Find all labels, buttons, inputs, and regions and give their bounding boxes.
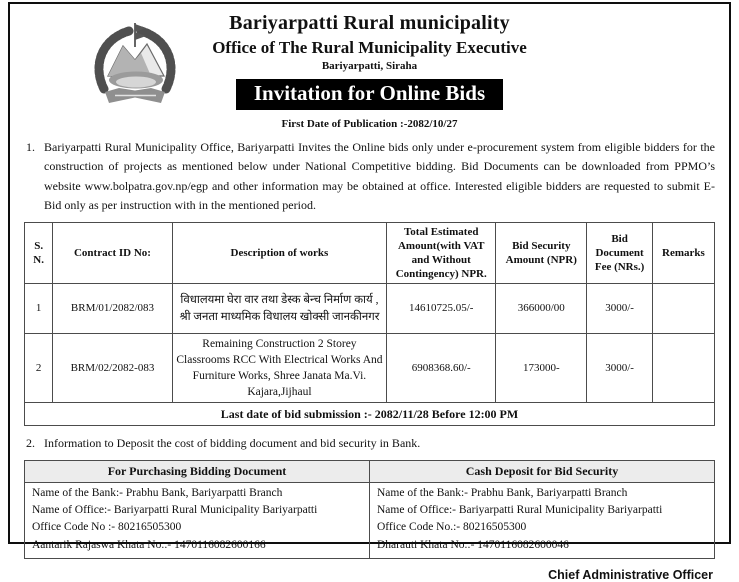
cell-document-fee: 3000/- — [587, 284, 653, 334]
account-number-line: Dharauti Khata No.:- 1470116082600046 — [377, 538, 569, 551]
bid-invitation-document — [8, 2, 731, 582]
cell-document-fee: 3000/- — [587, 334, 653, 403]
bank-col-header-purchase: For Purchasing Bidding Document — [25, 460, 370, 482]
invitation-banner: Invitation for Online Bids — [236, 79, 503, 110]
office-name-line: Name of Office:- Bariyarpatti Rural Municipality Bariyarpatti — [377, 504, 663, 517]
account-number-line: Aantarik Rajaswa Khata No.:- 1470116082600166 — [32, 538, 266, 551]
cell-description: विधालयमा घेरा वार तथा डेस्क बेन्च निर्माण कार्य , श्री जनता माध्यमिक विधालय खोक्सी जानकीनगर — [172, 284, 387, 334]
bank-name-line: Name of the Bank:- Prabhu Bank, Bariyarpatti Branch — [32, 486, 283, 499]
cell-description: Remaining Construction 2 Storey Classrooms RCC With Electrical Works And Furniture Works, Shree Janata Ma.Vi. Kajara,Jijhaul — [172, 334, 387, 403]
signature-chief-administrative-officer: Chief Administrative Officer — [548, 567, 713, 582]
bank-details-purchase — [25, 482, 370, 558]
col-header-remarks: Remarks — [652, 222, 714, 283]
cell-remarks — [652, 284, 714, 334]
cell-contract-id: BRM/02/2082-083 — [53, 334, 172, 403]
col-header-sn: S. N. — [25, 222, 53, 283]
cell-sn: 1 — [25, 284, 53, 334]
nepal-emblem-icon — [84, 19, 186, 115]
bank-table-body-row — [25, 482, 715, 558]
office-code-line: Office Code No.:- 80216505300 — [377, 521, 527, 534]
col-header-bid-security: Bid Security Amount (NPR) — [496, 222, 587, 283]
deposit-note-text: Information to Deposit the cost of bidding document and bid security in Bank. — [44, 436, 421, 451]
deposit-note — [24, 434, 715, 453]
office-name-line: Name of Office:- Bariyarpatti Rural Municipality Bariyarpatti — [32, 504, 318, 517]
bid-row-1 — [25, 284, 715, 334]
intro-paragraph — [24, 138, 715, 216]
office-name: Office of The Rural Municipality Executive — [212, 38, 527, 57]
bank-details-security — [370, 482, 715, 558]
col-header-description: Description of works — [172, 222, 387, 283]
bank-col-header-security: Cash Deposit for Bid Security — [370, 460, 715, 482]
bid-row-2 — [25, 334, 715, 403]
cell-contract-id: BRM/01/2082/083 — [53, 284, 172, 334]
deadline-row — [25, 403, 715, 426]
bank-name-line: Name of the Bank:- Prabhu Bank, Bariyarpatti Branch — [377, 486, 628, 499]
bid-table — [24, 222, 715, 427]
cell-sn: 2 — [25, 334, 53, 403]
publication-date: First Date of Publication :-2082/10/27 — [281, 118, 458, 130]
intro-number: 1. — [26, 140, 35, 154]
bid-table-header-row — [25, 222, 715, 283]
col-header-contract-id: Contract ID No: — [53, 222, 172, 283]
intro-text: Bariyarpatti Rural Municipality Office, Bariyarpatti Invites the Online bids only under e-procurement system from eligible bidders for the construction of projects as mentioned below under National Competitive bidding. Bid Documents can be downloaded from PPMO’s website www.bolpatra.gov.np/egp and other information may be obtained at office. Interested eligible bidders are requested to submit E-Bid only as per instruction with in the mentioned period. — [44, 140, 715, 213]
cell-bid-security: 173000- — [496, 334, 587, 403]
col-header-document-fee: Bid Document Fee (NRs.) — [587, 222, 653, 283]
cell-remarks — [652, 334, 714, 403]
col-header-estimated-amount: Total Estimated Amount(with VAT and Without Contingency) NPR. — [387, 222, 496, 283]
cell-estimated-amount: 14610725.05/- — [387, 284, 496, 334]
office-location: Bariyarpatti, Siraha — [321, 60, 418, 72]
document-header — [24, 9, 715, 130]
deposit-note-number: 2. — [26, 436, 35, 451]
bank-table-header-row — [25, 460, 715, 482]
cell-bid-security: 366000/00 — [496, 284, 587, 334]
office-code-line: Office Code No :- 80216505300 — [32, 521, 182, 534]
bank-table — [24, 460, 715, 559]
municipality-name: Bariyarpatti Rural municipality — [229, 12, 510, 34]
cell-estimated-amount: 6908368.60/- — [387, 334, 496, 403]
bid-submission-deadline: Last date of bid submission :- 2082/11/28 Before 12:00 PM — [25, 403, 715, 426]
municipality-logo — [84, 19, 186, 115]
